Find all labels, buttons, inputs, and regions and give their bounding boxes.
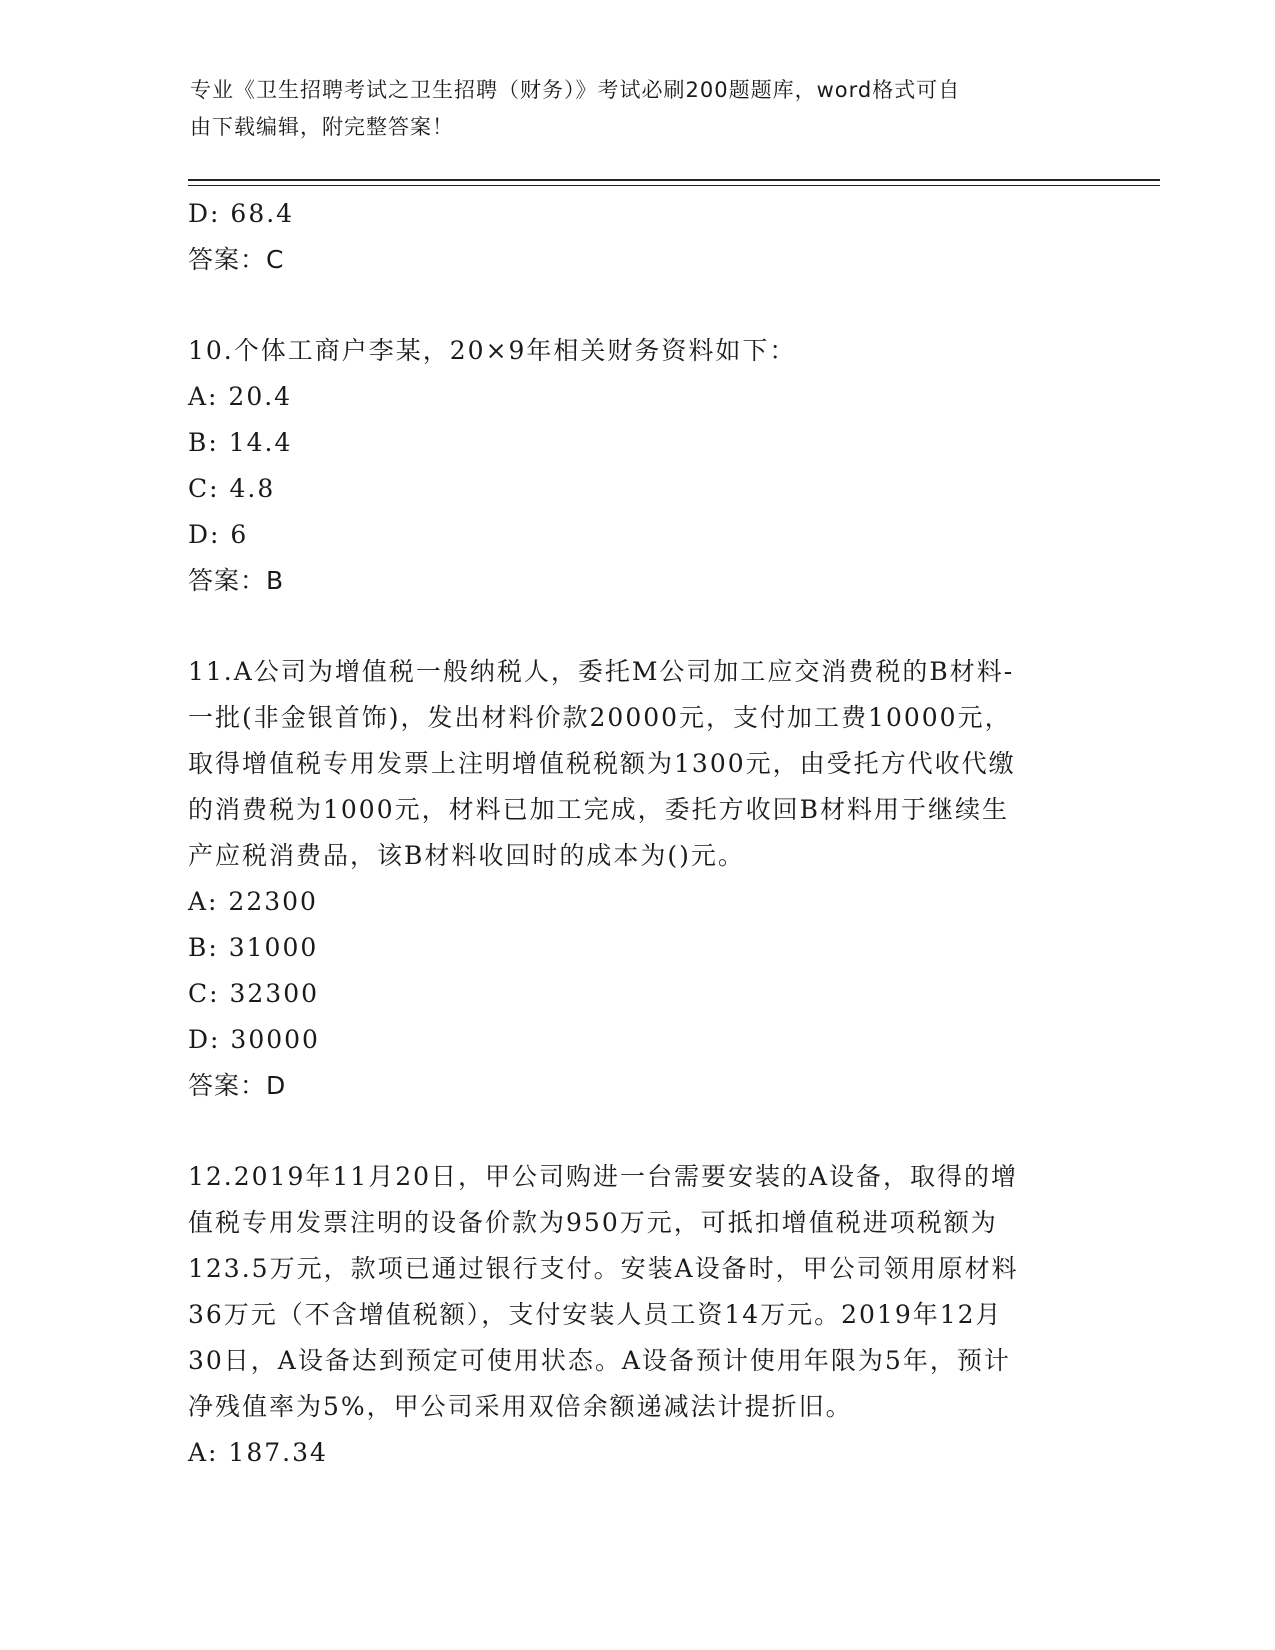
- question-stem-line: 12.2019年11月20日，甲公司购进一台需要安装的A设备，取得的增: [188, 1162, 1019, 1191]
- question-stem: [188, 649, 1088, 879]
- spacer: [188, 604, 1088, 649]
- question-stem-line: 36万元（不含增值税额），支付安装人员工资14万元。2019年12月: [188, 1300, 1003, 1329]
- question-stem-line: 11.A公司为增值税一般纳税人，委托M公司加工应交消费税的B材料-: [188, 657, 1015, 686]
- question-stem-line: 取得增值税专用发票上注明增值税税额为1300元，由受托方代收代缴: [188, 749, 1016, 778]
- question-11: [188, 649, 1088, 1109]
- option-d: D: 68.4: [188, 199, 295, 228]
- question-stem-line: 一批(非金银首饰)，发出材料价款20000元，支付加工费10000元，: [188, 703, 1012, 732]
- answer-line: 答案：D: [188, 1071, 287, 1100]
- answer-line: 答案：B: [188, 566, 285, 595]
- header-line-2: 由下载编辑，附完整答案！: [190, 115, 454, 139]
- header-divider-thick: [188, 179, 1160, 181]
- option-c: C: 32300: [188, 979, 320, 1008]
- option-d: D: 30000: [188, 1025, 320, 1054]
- question-list: [188, 191, 1088, 1476]
- document-header: [190, 72, 1090, 146]
- option-a: A: 22300: [188, 887, 318, 916]
- answer-line: 答案：C: [188, 245, 285, 274]
- header-line-1: 专业《卫生招聘考试之卫生招聘（财务）》考试必刷200题题库，word格式可自: [190, 78, 961, 102]
- question-stem-line: 的消费税为1000元，材料已加工完成，委托方收回B材料用于继续生: [188, 795, 1009, 824]
- spacer: [188, 283, 1088, 328]
- question-stem-line: 值税专用发票注明的设备价款为950万元，可抵扣增值税进项税额为: [188, 1208, 998, 1237]
- question-stem-line: 123.5万元，款项已通过银行支付。安装A设备时，甲公司领用原材料: [188, 1254, 1019, 1283]
- option-a: A: 20.4: [188, 382, 293, 411]
- question-stem-line: 30日，A设备达到预定可使用状态。A设备预计使用年限为5年，预计: [188, 1346, 1011, 1375]
- question-12: [188, 1154, 1088, 1476]
- question-stem: [188, 1154, 1088, 1430]
- spacer: [188, 1109, 1088, 1154]
- question-10: [188, 328, 1088, 604]
- option-b: B: 14.4: [188, 428, 293, 457]
- question-9-tail: [188, 191, 1088, 283]
- option-a: A: 187.34: [188, 1438, 328, 1467]
- header-divider-thin: [188, 185, 1160, 186]
- question-stem-line: 产应税消费品，该B材料收回时的成本为()元。: [188, 841, 745, 870]
- question-stem: 10.个体工商户李某，20×9年相关财务资料如下：: [188, 336, 797, 365]
- option-d: D: 6: [188, 520, 249, 549]
- option-c: C: 4.8: [188, 474, 276, 503]
- question-stem-line: 净残值率为5%，甲公司采用双倍余额递减法计提折旧。: [188, 1392, 853, 1421]
- option-b: B: 31000: [188, 933, 319, 962]
